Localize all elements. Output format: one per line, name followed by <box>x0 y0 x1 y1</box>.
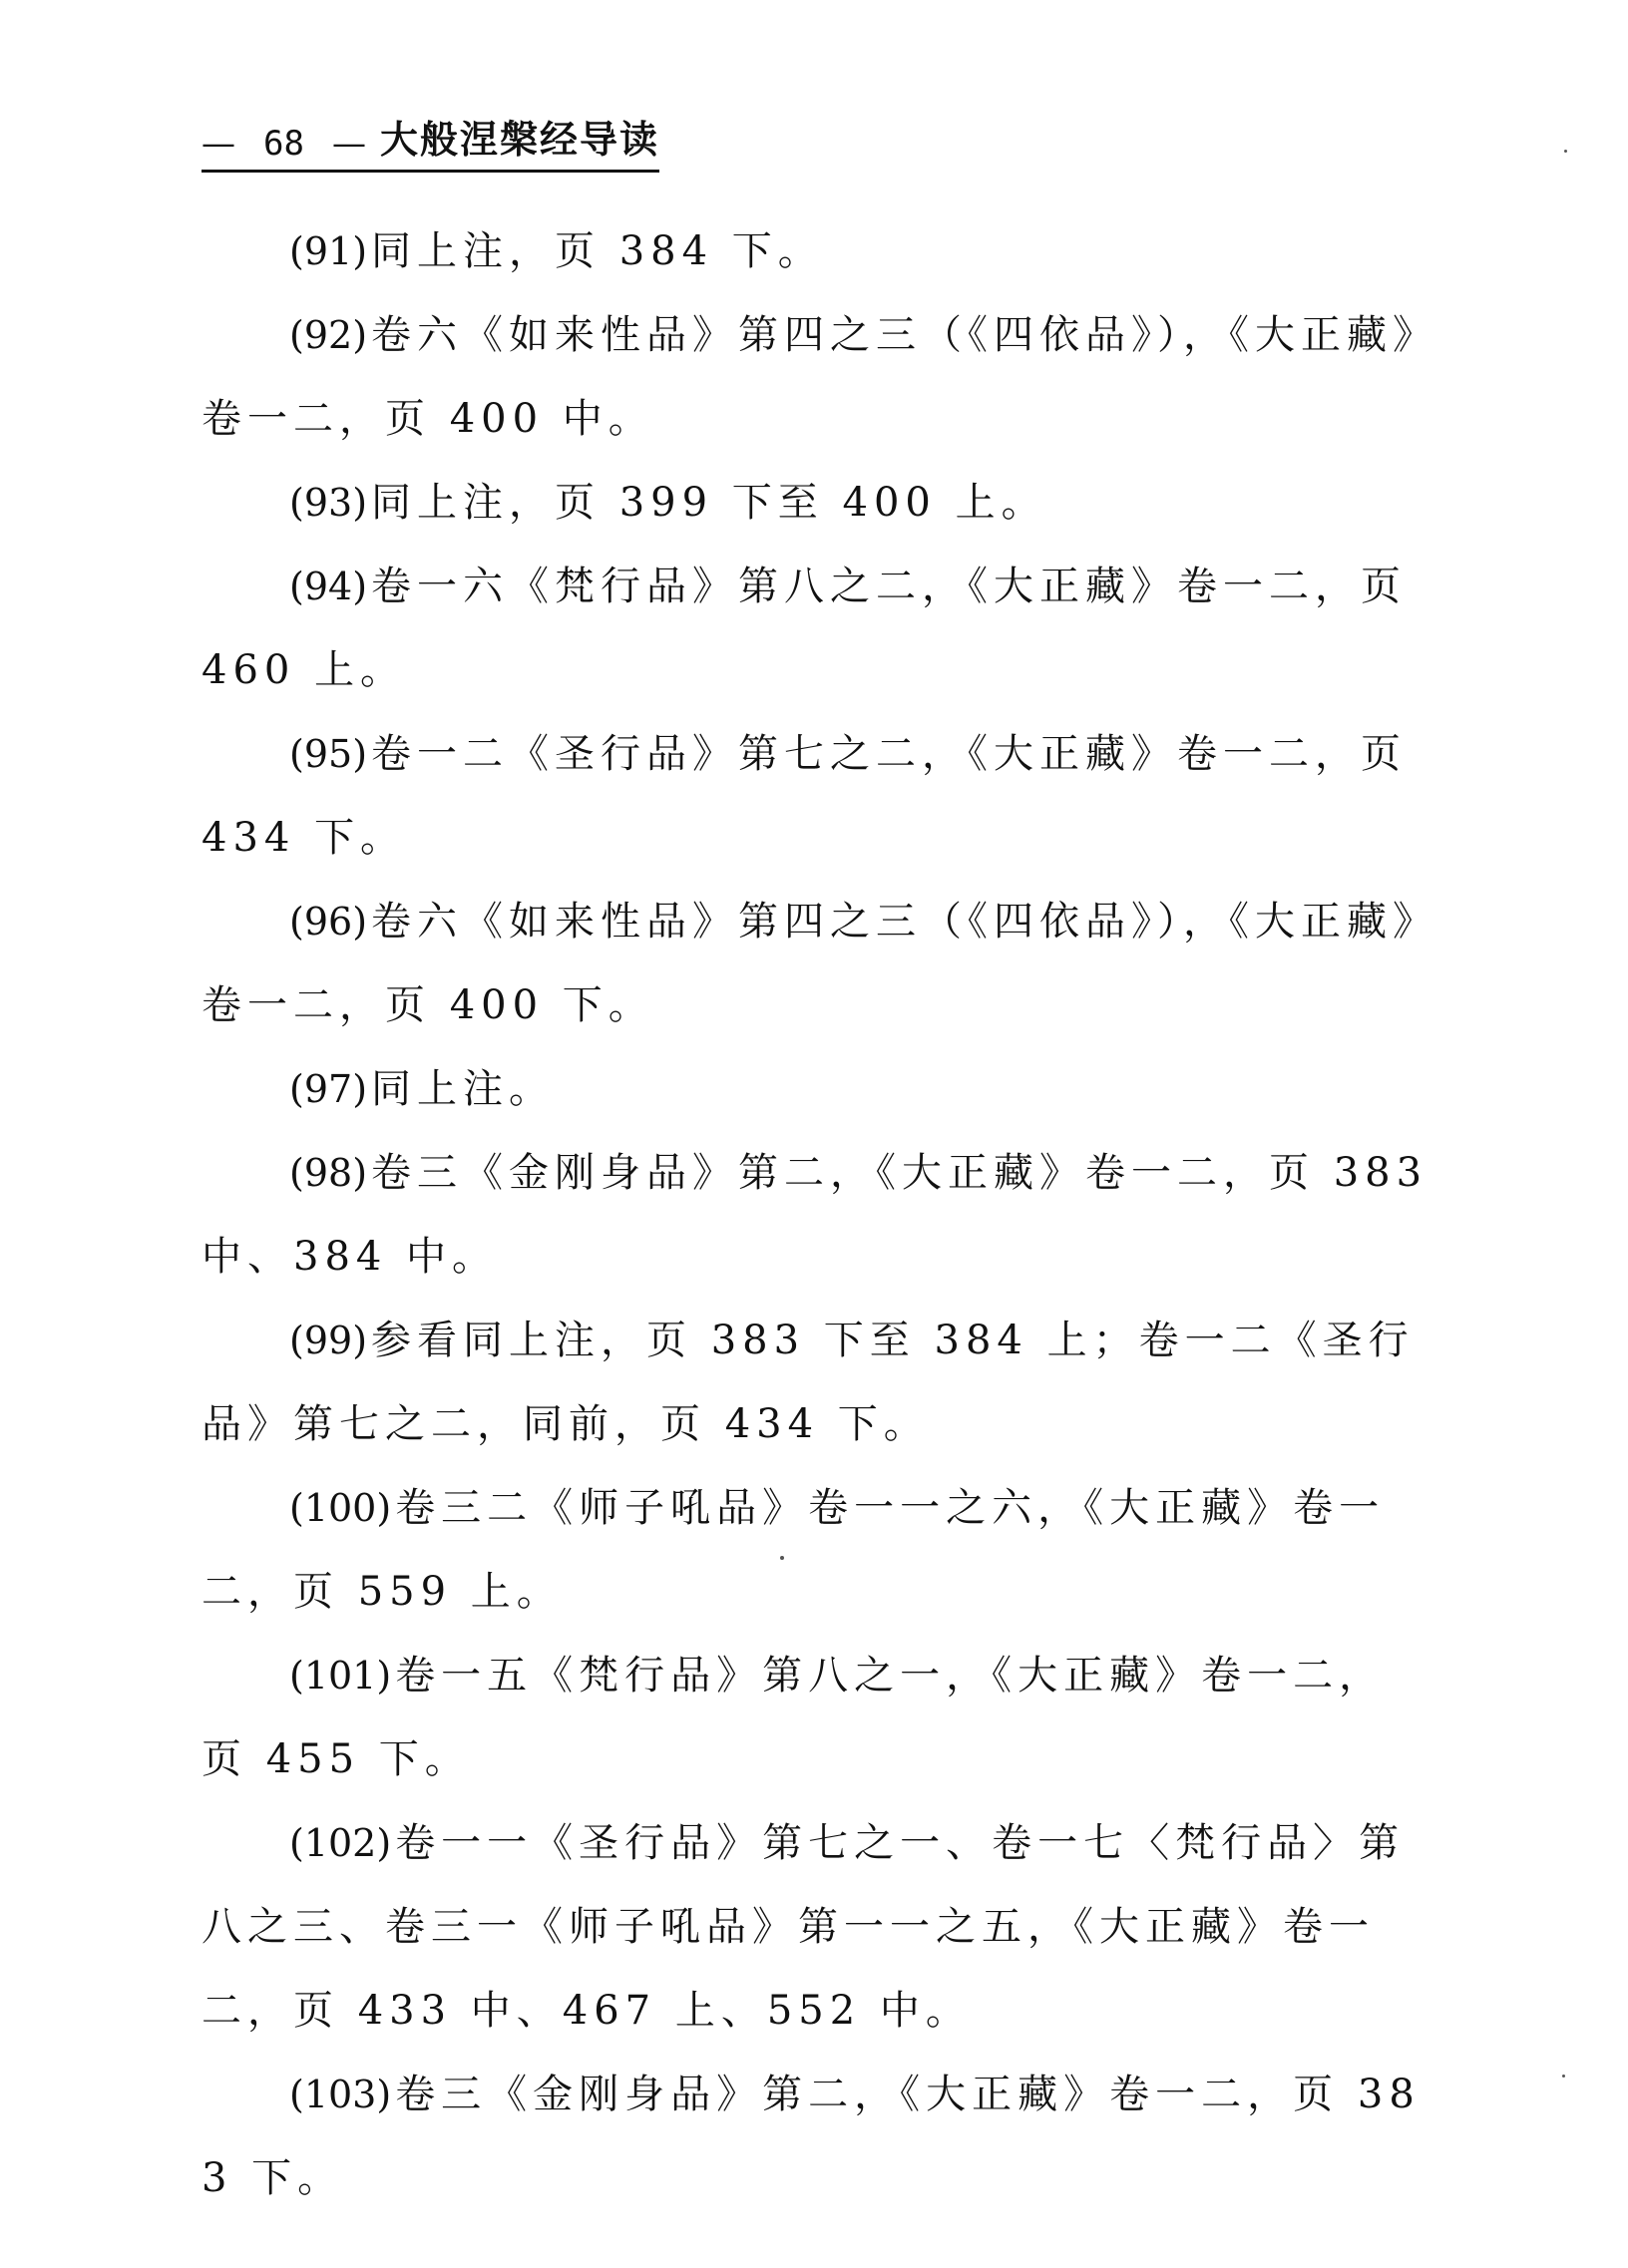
endnote-text: 参看同上注，页 383 下至 384 上；卷一二《圣行品》第七之二，同前，页 434 下。 <box>202 1318 1415 1447</box>
endnote-text: 卷一六《梵行品》第八之二，《大正藏》卷一二，页 460 上。 <box>202 564 1408 693</box>
scan-speck <box>1562 2075 1565 2078</box>
endnote-text: 同上注，页 384 下。 <box>371 228 824 274</box>
endnote-marker: (101) <box>289 1654 392 1698</box>
endnote <box>202 1131 1428 1299</box>
endnote-text: 卷三二《师子吼品》卷一一之六，《大正藏》卷一二，页 559 上。 <box>202 1485 1386 1615</box>
endnote-marker: (95) <box>289 732 368 776</box>
book-title: 大般涅槃经导读 <box>379 118 659 162</box>
endnote <box>202 209 1428 293</box>
endnote-text: 卷一五《梵行品》第八之一，《大正藏》卷一二，页 455 下。 <box>202 1653 1386 1782</box>
running-head <box>202 108 659 173</box>
page-number: 68 <box>263 124 304 164</box>
endnote <box>202 1466 1428 1634</box>
endnote <box>202 880 1428 1047</box>
endnote <box>202 1299 1428 1466</box>
header-dash-left: — <box>202 124 235 164</box>
header-dash-right: — <box>331 124 366 164</box>
endnote-text: 同上注，页 399 下至 400 上。 <box>371 480 1047 526</box>
endnote-marker: (93) <box>289 481 368 525</box>
endnote-marker: (98) <box>289 1151 368 1195</box>
endnote <box>202 461 1428 545</box>
scan-speck <box>780 1556 784 1560</box>
endnote-text: 同上注。 <box>371 1066 556 1112</box>
endnote-text: 卷三《金刚身品》第二，《大正藏》卷一二，页 383 中、384 中。 <box>202 1150 1428 1280</box>
endnote-text: 卷六《如来性品》第四之三（《四依品》），《大正藏》卷一二，页 400 下。 <box>202 899 1420 1028</box>
endnote-text: 卷一一《圣行品》第七之一、卷一七〈梵行品〉第八之三、卷三一《师子吼品》第一一之五，《大正藏》卷一二，页 433 中、467 上、552 中。 <box>202 1820 1406 2034</box>
endnote <box>202 2053 1428 2220</box>
endnote-marker: (100) <box>289 1486 392 1530</box>
endnote-marker: (103) <box>289 2073 392 2116</box>
endnote <box>202 293 1428 461</box>
endnote-marker: (96) <box>289 900 368 944</box>
endnote-text: 卷一二《圣行品》第七之二，《大正藏》卷一二，页 434 下。 <box>202 731 1408 861</box>
endnote <box>202 1801 1428 2053</box>
endnotes-list <box>202 209 1428 2220</box>
endnote-marker: (97) <box>289 1067 368 1111</box>
endnote-marker: (102) <box>289 1821 392 1865</box>
endnote-text: 卷六《如来性品》第四之三（《四依品》），《大正藏》卷一二，页 400 中。 <box>202 312 1420 442</box>
endnote <box>202 545 1428 712</box>
endnote-marker: (94) <box>289 565 368 608</box>
endnote <box>202 1634 1428 1801</box>
endnote-marker: (99) <box>289 1319 368 1362</box>
endnote <box>202 712 1428 880</box>
endnote-marker: (91) <box>289 229 368 273</box>
endnote <box>202 1047 1428 1131</box>
endnote-text: 卷三《金刚身品》第二，《大正藏》卷一二，页 383 下。 <box>202 2072 1421 2201</box>
scan-speck <box>1564 150 1567 153</box>
endnote-marker: (92) <box>289 313 368 357</box>
